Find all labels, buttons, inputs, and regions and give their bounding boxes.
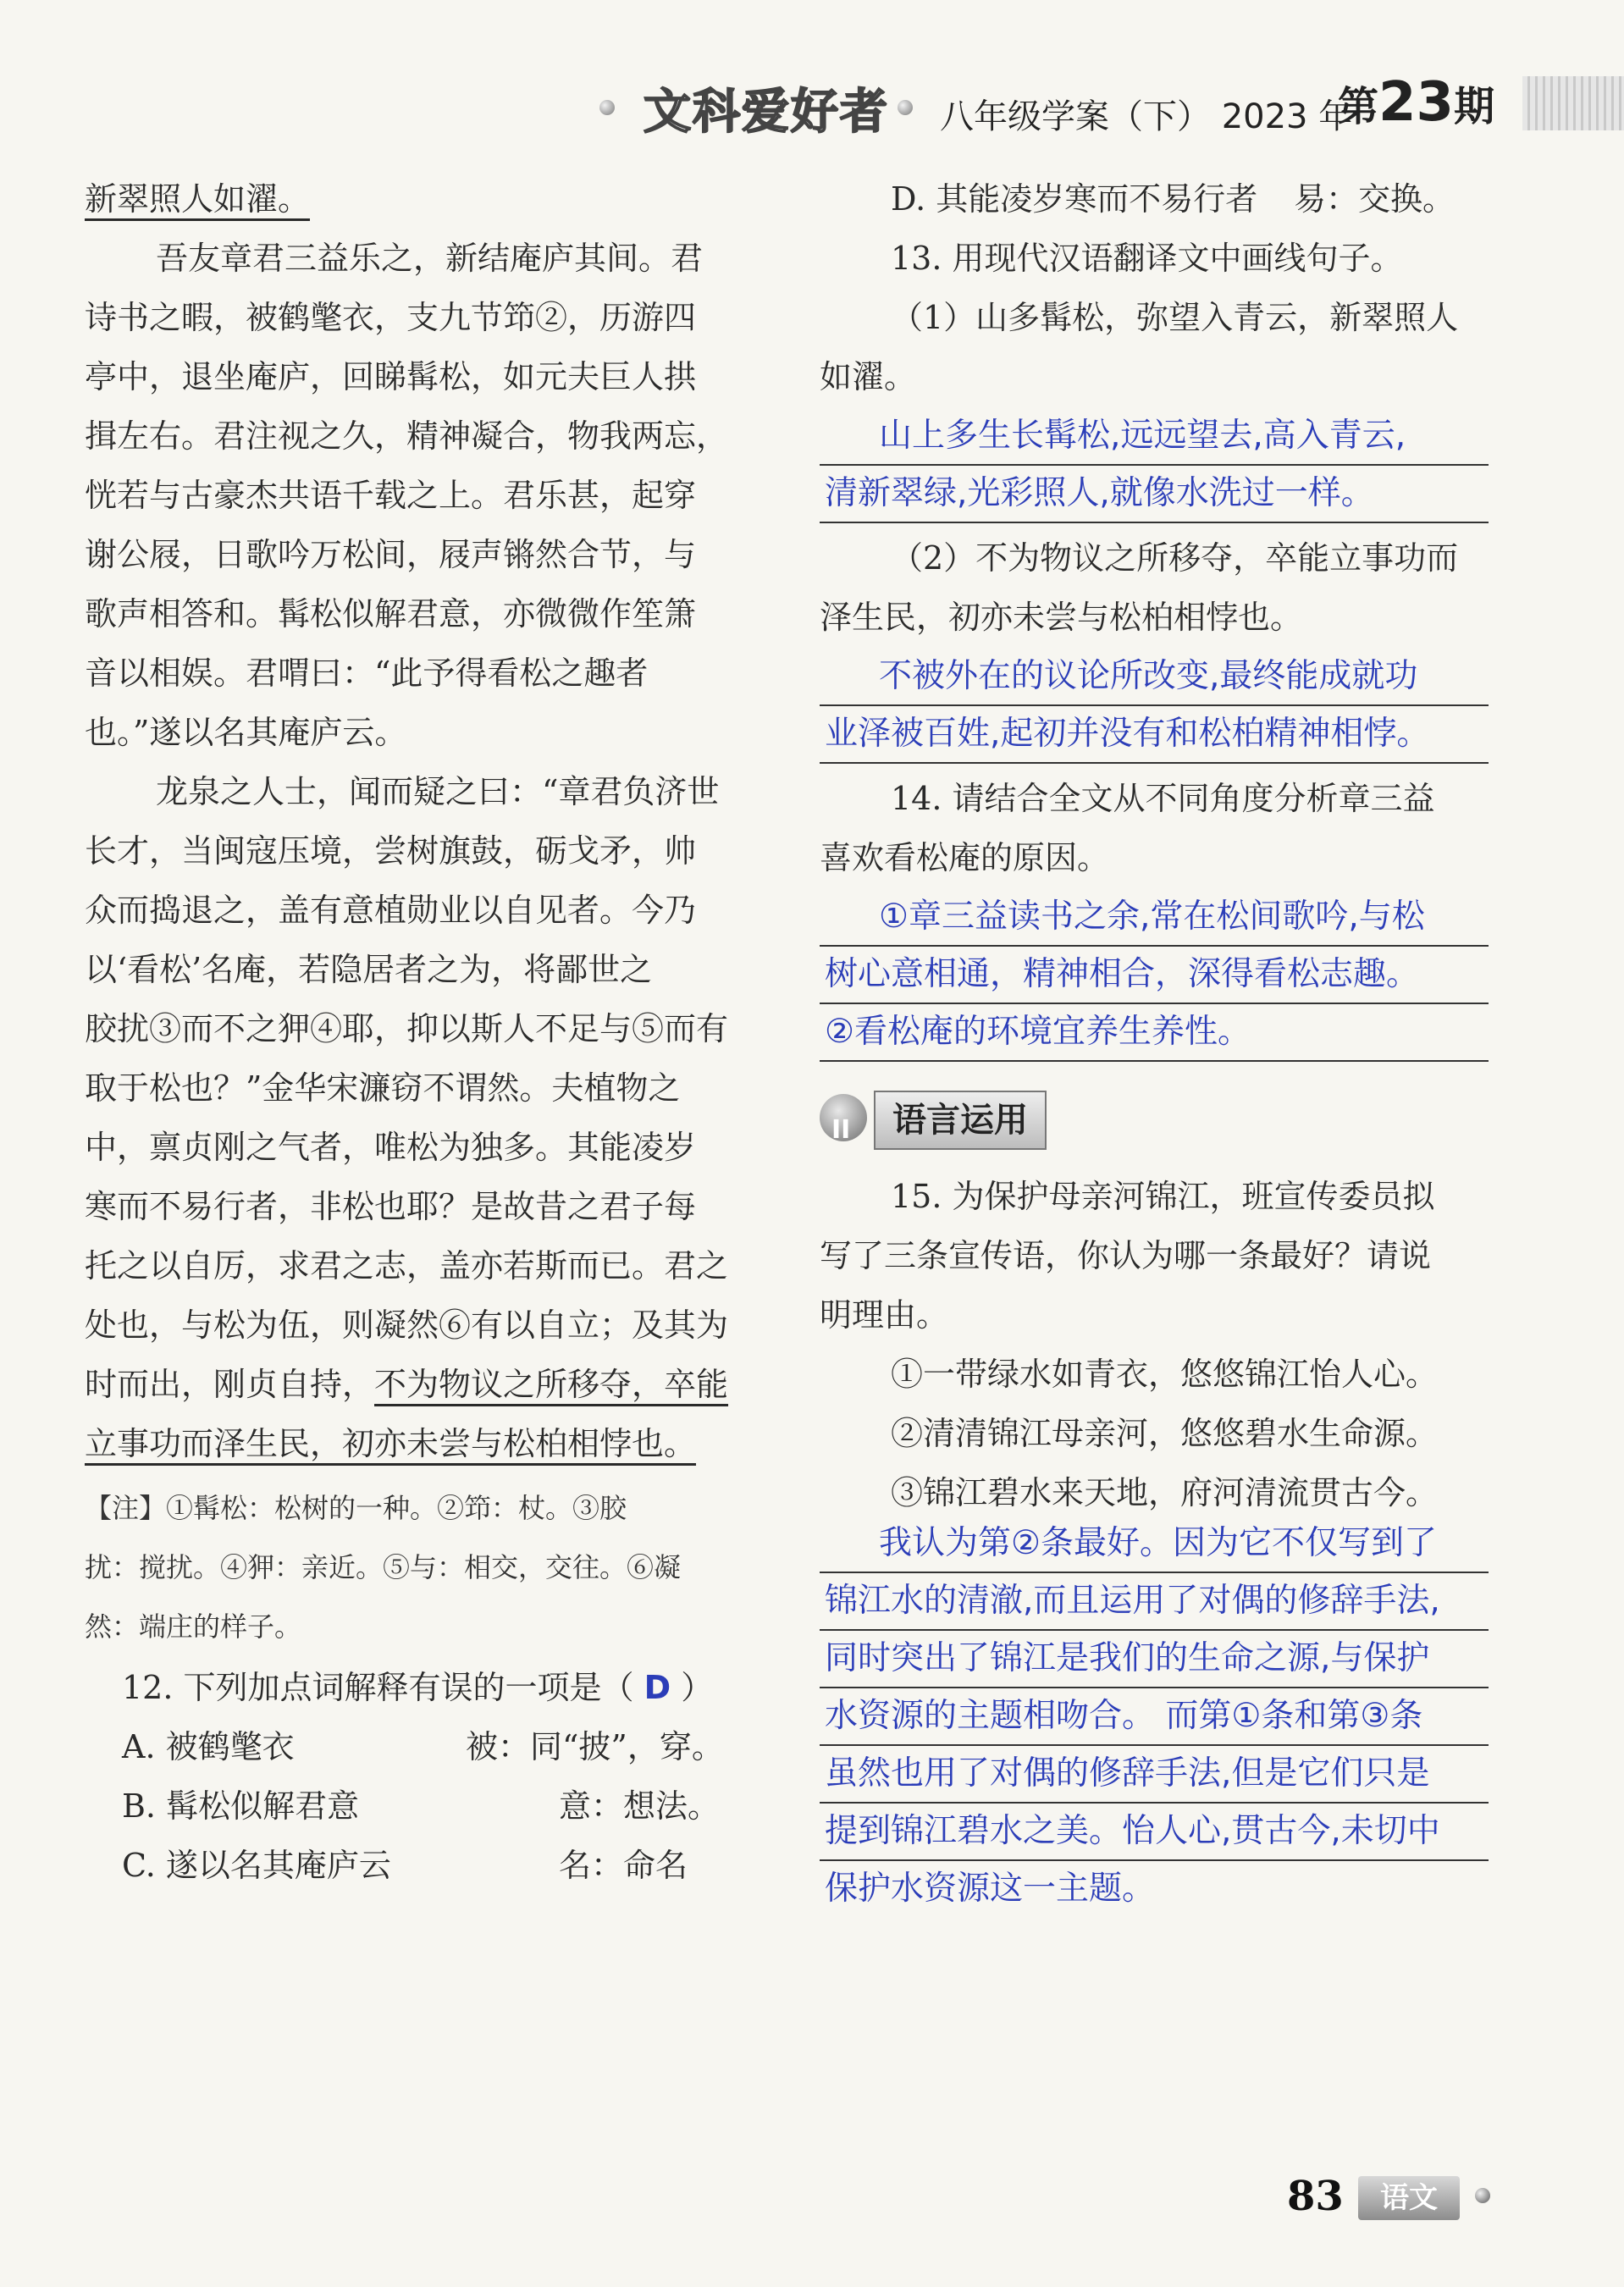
option-a: [85, 1717, 754, 1776]
bullet-icon: [1475, 2188, 1490, 2203]
option-text: B. 髯松似解君意: [122, 1787, 360, 1825]
question-12: [85, 1658, 754, 1895]
underlined-sentence: 立事功而泽生民，初亦未尝与松柏相悖也。: [85, 1425, 697, 1462]
left-column: [85, 169, 754, 1895]
q13-sentence-2: 泽生民，初亦未尝与松柏相悖也。: [820, 599, 1303, 636]
option-d: [820, 169, 1489, 229]
answer-line: ①章三益读书之余,常在松间歌吟,与松: [820, 889, 1489, 947]
passage-line: 处也，与松为伍，则凝然⑥有以自立；及其为: [85, 1306, 729, 1344]
slogan: ②清清锦江母亲河，悠悠碧水生命源。: [891, 1415, 1439, 1452]
issue-number: [1338, 71, 1494, 134]
section-heading: [820, 1074, 1489, 1158]
answer-line: 不被外在的议论所改变,最终能成就功: [820, 649, 1489, 706]
bullet-icon: [898, 100, 913, 115]
passage-line: [85, 1355, 754, 1414]
q14-answer: [820, 889, 1489, 1062]
issue-suffix: 期: [1454, 83, 1495, 130]
footnotes: [85, 1478, 754, 1656]
q13-answer-2: [820, 649, 1489, 764]
question-14-stem: 14. 请结合全文从不同角度分析章三益: [891, 780, 1435, 817]
passage-line: 托之以自厉，求君之志，盖亦若斯而已。君之: [85, 1247, 729, 1284]
answer-line: ②看松庵的环境宜养生养性。: [820, 1004, 1489, 1062]
slogan: ③锦江碧水来天地，府河清流贯古今。: [891, 1474, 1439, 1511]
passage-line: 长才，当闽寇压境，尝树旗鼓，砺戈矛，帅: [85, 832, 697, 870]
page-header: [593, 68, 1624, 144]
answer-line: 树心意相通，精神相合，深得看松志趣。: [820, 947, 1489, 1004]
issue-num: 23: [1378, 71, 1455, 134]
passage-text: 时而出，刚贞自持，: [85, 1366, 375, 1403]
passage-line: 中，禀贞刚之气者，唯松为独多。其能凌岁: [85, 1129, 697, 1166]
option-text: C. 遂以名其庵庐云: [122, 1847, 391, 1884]
option-gloss: 意：想法。: [559, 1787, 721, 1825]
q13-sentence-1: （1）山多髯松，弥望入青云，新翠照人: [891, 299, 1459, 336]
question-14-stem: 喜欢看松庵的原因。: [820, 839, 1110, 876]
bullet-icon: [599, 100, 615, 115]
option-gloss: 名：命名: [559, 1847, 688, 1884]
passage-line: 新翠照人如濯。: [85, 180, 311, 218]
handwritten-answer: D: [644, 1669, 671, 1706]
passage-line: 恍若与古豪杰共语千载之上。君乐甚，起穿: [85, 477, 697, 514]
stem-text: 12. 下列加点词解释有误的一项是（: [122, 1669, 634, 1706]
question-15-stem: 写了三条宣传语，你认为哪一条最好？请说: [820, 1237, 1432, 1274]
option-text: A. 被鹤氅衣: [122, 1728, 295, 1765]
option-text: D. 其能凌岁寒而不易行者: [891, 180, 1258, 218]
answer-line: 业泽被百姓,起初并没有和松柏精神相悖。: [820, 706, 1489, 764]
answer-line: 山上多生长髯松,远远望去,高入青云,: [820, 408, 1489, 466]
stem-close: ）: [681, 1669, 714, 1706]
answer-line: 虽然也用了对偶的修辞手法,但是它们只是: [820, 1746, 1489, 1804]
q13-sentence-2: （2）不为物议之所移夺，卒能立事功而: [891, 539, 1459, 577]
option-c: [85, 1836, 754, 1895]
issue-prefix: 第: [1338, 83, 1379, 130]
passage-line: 众而捣退之，盖有意植勋业以自见者。今乃: [85, 892, 697, 929]
option-gloss: 被：同“披”，穿。: [466, 1728, 724, 1765]
answer-line: 我认为第②条最好。因为它不仅写到了: [820, 1516, 1489, 1573]
question-13-stem: 13. 用现代汉语翻译文中画线句子。: [891, 240, 1403, 277]
question-15-stem: 明理由。: [820, 1296, 949, 1334]
page-number: 83: [1287, 2173, 1344, 2220]
answer-line: 锦江水的清澈,而且运用了对偶的修辞手法,: [820, 1573, 1489, 1631]
q15-answer: [820, 1516, 1489, 1917]
q13-sentence-1: 如濯。: [820, 358, 917, 395]
section-title: 语言运用: [874, 1091, 1047, 1150]
passage-line: 歌声相答和。髯松似解君意，亦微微作笙箫: [85, 595, 697, 633]
passage-line: 音以相娱。君喟曰：“此予得看松之趣者: [85, 655, 649, 692]
page-edge-tab: [1522, 76, 1624, 130]
note-line: 扰：搅扰。④狎：亲近。⑤与：相交，交往。⑥凝: [85, 1551, 682, 1583]
answer-line: 保护水资源这一主题。: [825, 1870, 1156, 1908]
right-column: [820, 169, 1489, 1922]
passage-line: 也。”遂以名其庵庐云。: [85, 714, 407, 751]
section-number-icon: [820, 1094, 867, 1145]
passage-line: 亭中，退坐庵庐，回睇髯松，如元夫巨人拱: [85, 358, 697, 395]
note-line: 【注】①髯松：松树的一种。②笻：杖。③胶: [85, 1492, 627, 1524]
underlined-sentence: 不为物议之所移夺，卒能: [374, 1366, 729, 1403]
passage-line: 寒而不易行者，非松也耶？是故昔之君子每: [85, 1188, 697, 1225]
passage-line: 揖左右。君注视之久，精神凝合，物我两忘，: [85, 417, 729, 455]
answer-line: 水资源的主题相吻合。 而第①条和第③条: [820, 1688, 1489, 1746]
question-stem: [85, 1658, 754, 1717]
answer-line: 提到锦江碧水之美。怡人心,贯古今,未切中: [820, 1804, 1489, 1861]
passage-line: 吾友章君三益乐之，新结庵庐其间。君: [156, 240, 704, 277]
question-15-stem: 15. 为保护母亲河锦江，班宣传委员拟: [891, 1178, 1435, 1215]
slogan: ①一带绿水如青衣，悠悠锦江怡人心。: [891, 1356, 1439, 1393]
q13-answer-1: [820, 408, 1489, 523]
answer-line: 同时突出了锦江是我们的生命之源,与保护: [820, 1631, 1489, 1688]
passage-line: 取于松也？”金华宋濂窃不谓然。夫植物之: [85, 1069, 681, 1107]
passage-line: 诗书之暇，被鹤氅衣，支九节笻②，历游四: [85, 299, 697, 336]
passage-line: 谢公屐，日歌吟万松间，屐声锵然合节，与: [85, 536, 697, 573]
edition-info: 八年级学案（下） 2023 年: [940, 97, 1353, 136]
section-number: II: [831, 1115, 851, 1145]
passage-line: 龙泉之人士，闻而疑之曰：“章君负济世: [156, 773, 720, 810]
note-line: 然：端庄的样子。: [85, 1610, 302, 1643]
passage-line: 胶扰③而不之狎④耶，抑以斯人不足与⑤而有: [85, 1010, 729, 1047]
answer-line: 清新翠绿,光彩照人,就像水洗过一样。: [820, 466, 1489, 523]
magazine-logo: 文科爱好者: [644, 85, 889, 140]
page-footer: [1287, 2173, 1624, 2232]
passage-line: 以‘看松’名庵，若隐居者之为，将鄙世之: [85, 951, 653, 988]
subject-badge: 语文: [1358, 2176, 1460, 2220]
option-gloss: 易：交换。: [1294, 180, 1456, 218]
option-b: [85, 1776, 754, 1836]
